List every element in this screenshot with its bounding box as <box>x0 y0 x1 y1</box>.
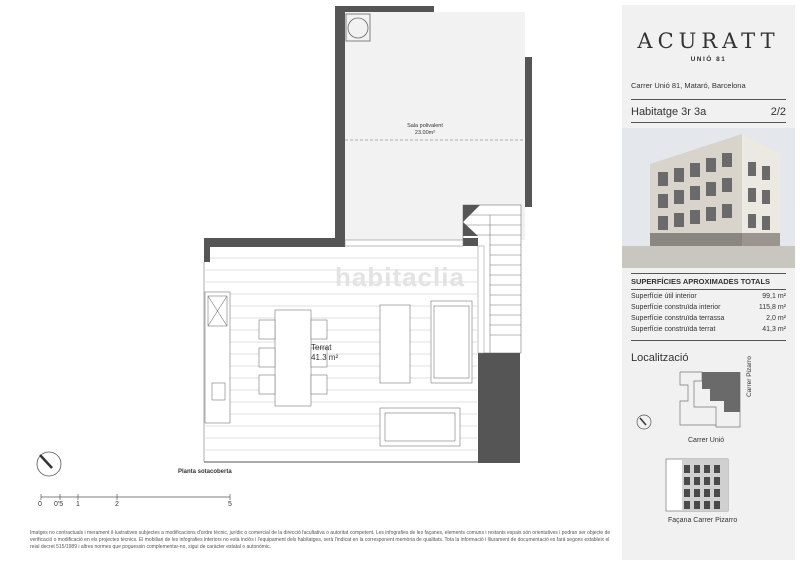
building-render <box>622 128 795 268</box>
surface-value: 2,0 m² <box>766 315 786 322</box>
scale-label-5: 5 <box>228 501 232 508</box>
scale-bar <box>41 494 230 500</box>
location-map <box>622 367 795 442</box>
scale-label-1: 1 <box>76 501 80 508</box>
surface-label: Superfície construïda terrassa <box>631 315 725 322</box>
scale-label-05: 0'5 <box>54 501 64 508</box>
north-arrow-icon <box>37 452 61 476</box>
divider <box>631 122 786 123</box>
location-title: Localització <box>631 352 689 364</box>
surface-label: Superfície construïda terrat <box>631 326 716 333</box>
watermark: habitaclia <box>335 262 465 292</box>
scale-label-2: 2 <box>115 501 119 508</box>
divider <box>631 273 786 274</box>
facade-caption: Façana Carrer Pizarro <box>668 517 738 524</box>
divider <box>631 99 786 100</box>
address: Carrer Unió 81, Mataró, Barcelona <box>631 81 746 90</box>
room-label: Sala polivalent <box>407 123 443 129</box>
terrace-area: 41.3 m² <box>311 353 339 362</box>
street-vertical: Carrer Pizarro <box>746 356 753 397</box>
outdoor-counter <box>205 292 230 423</box>
plan-caption: Planta sotacoberta <box>178 469 232 475</box>
facade-elevation <box>622 455 795 515</box>
terrace-label: Terrat <box>311 343 332 352</box>
surface-value: 115,8 m² <box>758 304 786 311</box>
unit-name: Habitatge 3r 3a <box>631 106 707 118</box>
brand-logo: ACURATT <box>637 29 780 53</box>
page-number: 2/2 <box>770 106 786 118</box>
surface-value: 99,1 m² <box>762 293 786 300</box>
divider <box>631 289 786 290</box>
street-horizontal: Carrer Unió <box>688 437 725 444</box>
divider <box>631 340 786 341</box>
surface-label: Superfície construïda interior <box>631 304 721 311</box>
surface-value: 41,3 m² <box>762 326 786 333</box>
legal-disclaimer: Imatges no contractuals i merament il·lustratives subjectes a modificacions d'ordre tècnic, jurídic o comercial de la direcció facultativa o autoritat competent. Les infografies de les façanes, elements comuns i restants espais són orientatives i podran ser objecte de verificació o modificació en els projectes tècnics. El mobiliari de les infografies interiors no està inclòs i l'equipament dels habitatges, serà l'indicat en la corresponent memòria de qualitats. Tota la informació i lliurament de documentació es farà segons estableix el reial decret 515/1989 i altres normes que poguessin complementar-no, sigui de caràcter estatal o autonòmic. <box>30 530 611 550</box>
surface-label: Superfície útil interior <box>631 293 697 300</box>
room-area: 23.00m² <box>414 130 436 136</box>
surfaces-title: SUPERFÍCIES APROXIMADES TOTALS <box>631 277 771 286</box>
scale-label-0: 0 <box>38 501 42 508</box>
brand-subtitle: UNIÓ 81 <box>690 56 727 63</box>
info-panel <box>622 5 795 560</box>
